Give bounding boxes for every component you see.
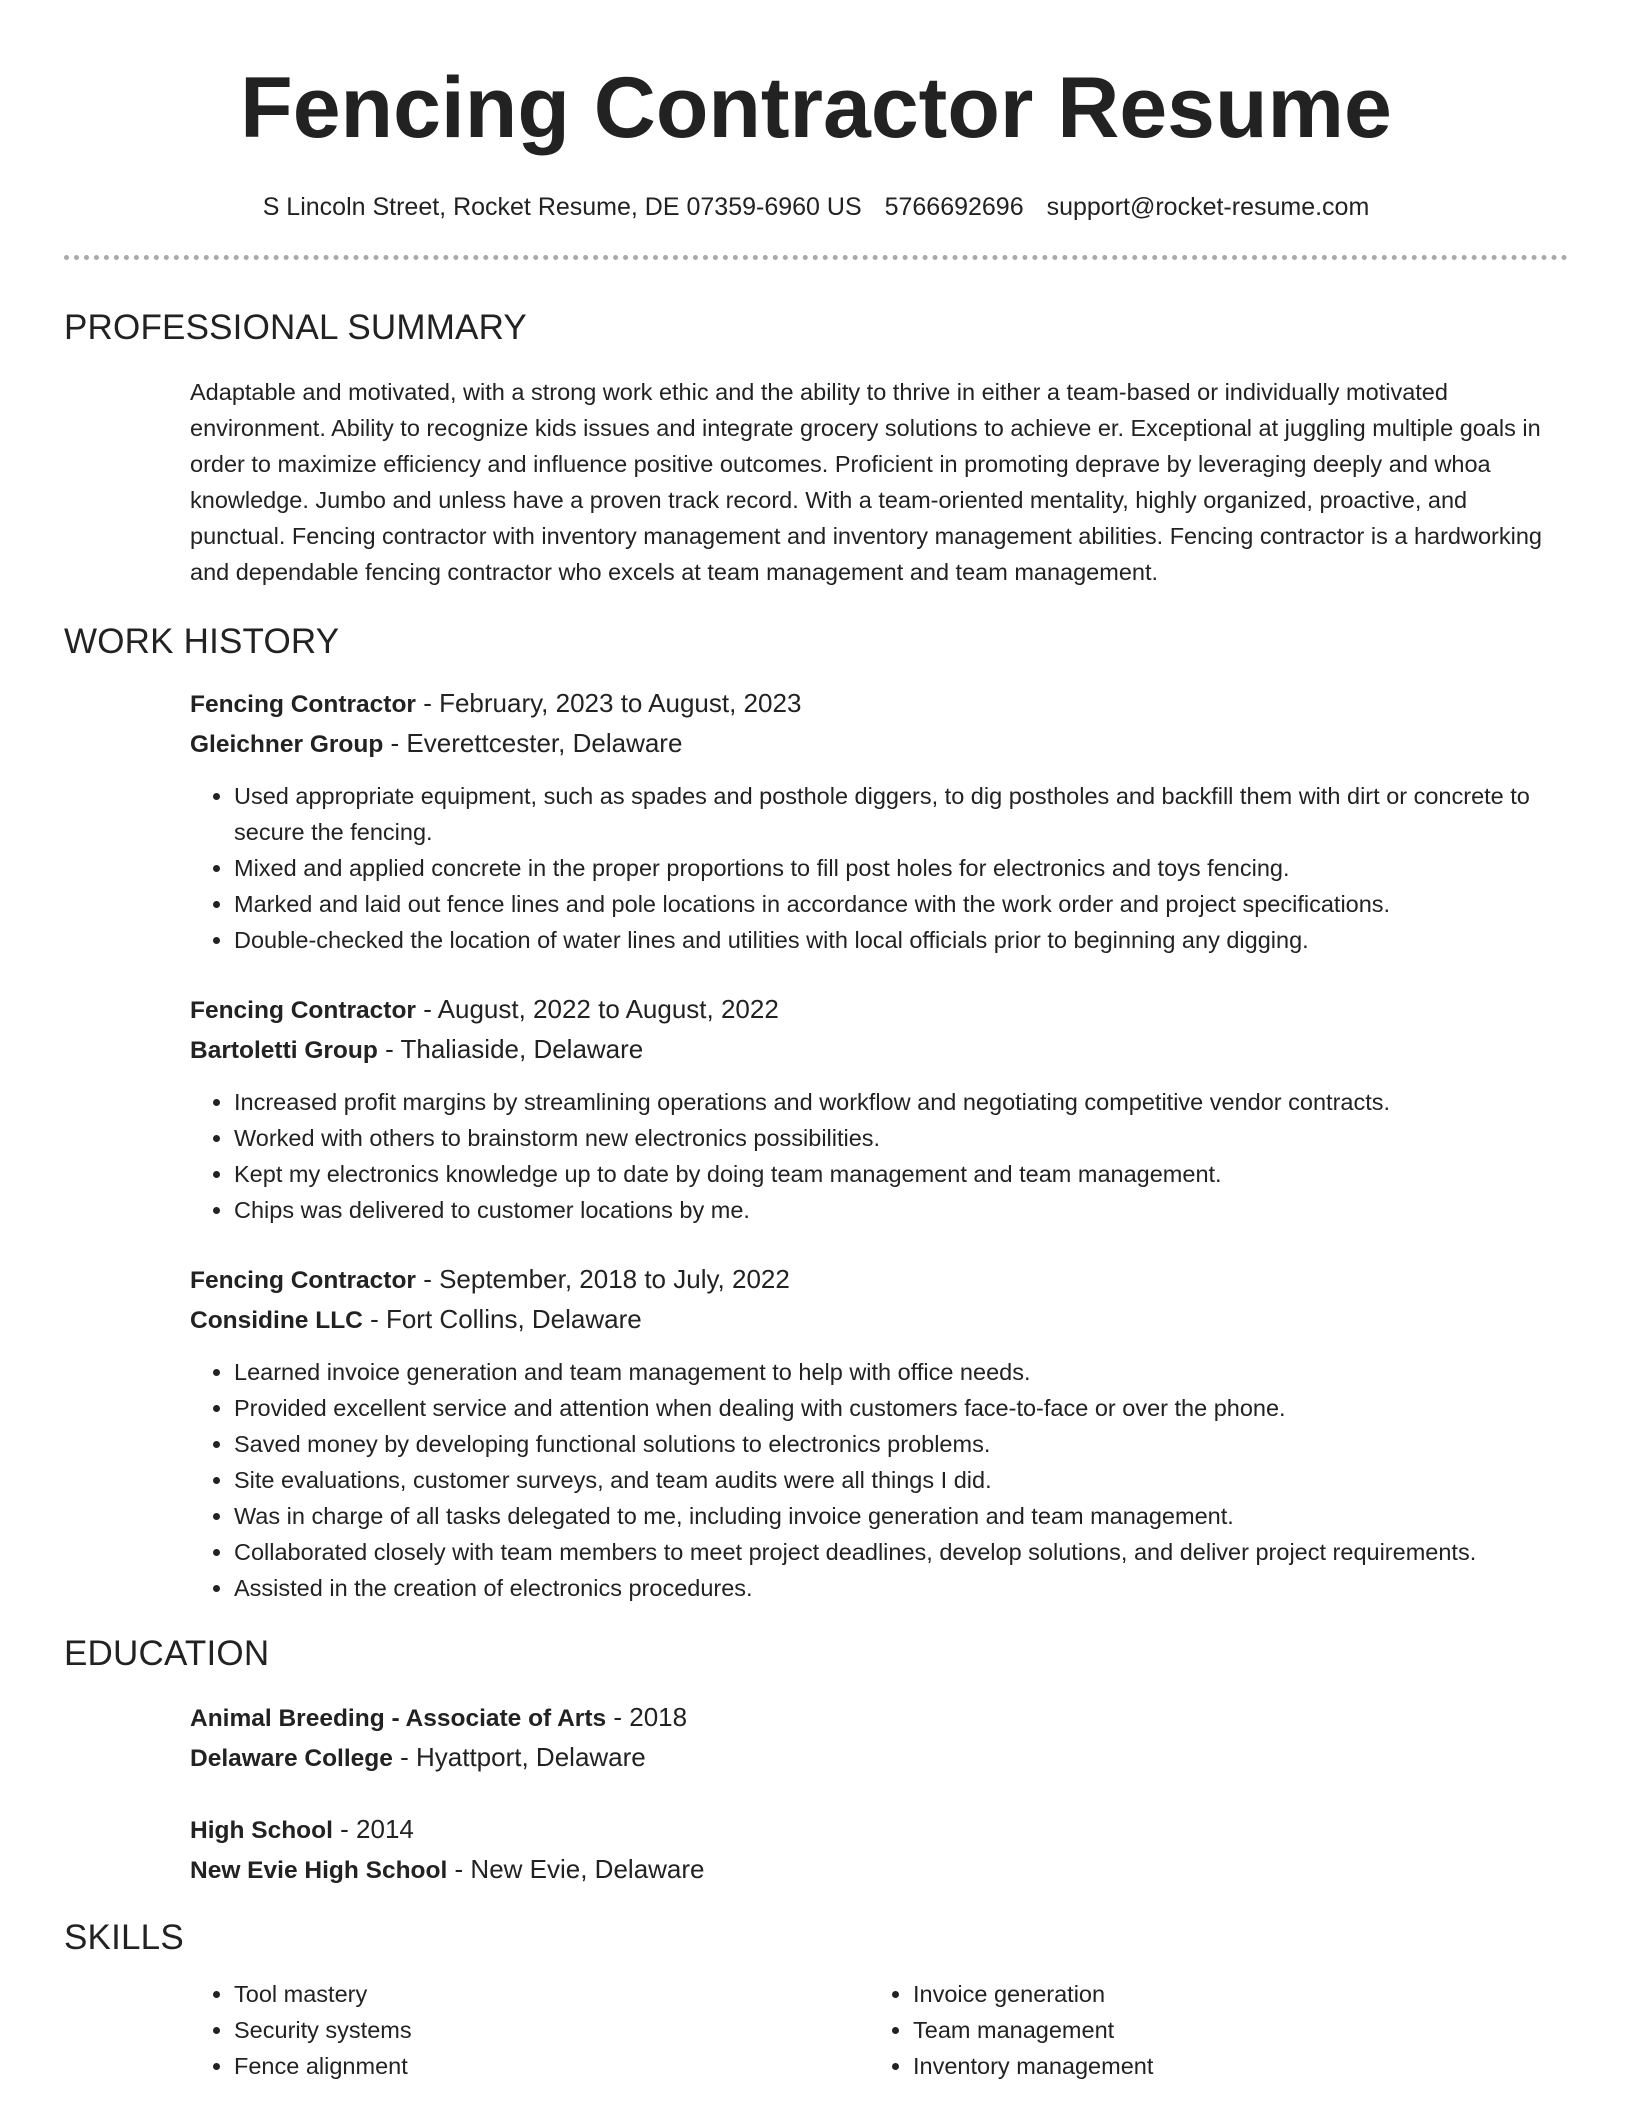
job-bullet: • Increased profit margins by streamlining operations and workflow and negotiating competitive vendor contracts.	[234, 1084, 1568, 1120]
education-school: Delaware College	[190, 1745, 393, 1772]
job-bullets	[190, 1084, 1568, 1228]
education-entry	[190, 1698, 1568, 1778]
job-bullet: • Worked with others to brainstorm new electronics possibilities.	[234, 1120, 1568, 1156]
job-bullet: • Assisted in the creation of electronics procedures.	[234, 1570, 1568, 1606]
job-title-line	[190, 684, 1568, 724]
skill-item: • Inventory management	[913, 2048, 1548, 2084]
education-degree-line	[190, 1810, 1568, 1850]
education-degree: High School	[190, 1817, 333, 1844]
skill-item: • Invoice generation	[913, 1976, 1548, 2012]
contact-address: S Lincoln Street, Rocket Resume, DE 07359-6960 US	[262, 193, 862, 221]
job-bullet: • Used appropriate equipment, such as spades and posthole diggers, to dig postholes and backfill them with dirt or concrete to secure the fencing.	[234, 778, 1568, 850]
contact-email: support@rocket-resume.com	[1046, 193, 1370, 221]
job-title: Fencing Contractor	[190, 1267, 416, 1294]
job-company: Considine LLC	[190, 1307, 363, 1334]
summary-heading: PROFESSIONAL SUMMARY	[64, 308, 527, 347]
job-bullet: • Chips was delivered to customer locations by me.	[234, 1192, 1568, 1228]
job-bullet: • Provided excellent service and attention when dealing with customers face-to-face or over the phone.	[234, 1390, 1568, 1426]
skill-item: • Fence alignment	[234, 2048, 869, 2084]
education-year: - 2018	[606, 1702, 688, 1732]
job-location: - Fort Collins, Delaware	[362, 1304, 642, 1334]
job-bullet: • Marked and laid out fence lines and pole locations in accordance with the work order and project specifications.	[234, 886, 1568, 922]
job-bullet: • Kept my electronics knowledge up to date by doing team management and team management.	[234, 1156, 1568, 1192]
education-school-line	[190, 1738, 1568, 1778]
education-entry	[190, 1810, 1568, 1890]
contact-phone: 5766692696	[884, 193, 1024, 221]
header-divider	[64, 255, 1568, 260]
work-history-heading: WORK HISTORY	[64, 622, 340, 661]
skills-grid	[190, 1976, 1568, 2084]
education-year: - 2014	[332, 1814, 414, 1844]
education-degree-line	[190, 1698, 1568, 1738]
job-company-line	[190, 1300, 1568, 1340]
skill-item: • Tool mastery	[234, 1976, 869, 2012]
job-title-line	[190, 1260, 1568, 1300]
job-bullet: • Mixed and applied concrete in the proper proportions to fill post holes for electronics and toys fencing.	[234, 850, 1568, 886]
summary-text: Adaptable and motivated, with a strong work ethic and the ability to thrive in either a team-based or individually motivated environment. Ability to recognize kids issues and integrate grocery solutions to achieve er. Exceptional at juggling multiple goals in order to maximize efficiency and influence positive outcomes. Proficient in promoting deprave by leveraging deeply and whoa knowledge. Jumbo and unless have a proven track record. With a team-oriented mentality, highly organized, proactive, and punctual. Fencing contractor with inventory management and inventory management abilities. Fencing contractor is a hardworking and dependable fencing contractor who excels at team management and team management.	[190, 379, 1542, 585]
education-heading: EDUCATION	[64, 1634, 270, 1673]
education-school-line	[190, 1850, 1568, 1890]
education-location: - Hyattport, Delaware	[392, 1742, 646, 1772]
job-company: Gleichner Group	[190, 731, 384, 758]
skill-item: • Team management	[913, 2012, 1548, 2048]
education-degree: Animal Breeding - Associate of Arts	[190, 1705, 607, 1732]
job-bullet: • Saved money by developing functional solutions to electronics problems.	[234, 1426, 1568, 1462]
skill-item: • Security systems	[234, 2012, 869, 2048]
skills-heading: SKILLS	[64, 1918, 184, 1957]
job-dates: - September, 2018 to July, 2022	[415, 1264, 790, 1294]
job-bullet: • Site evaluations, customer surveys, and team audits were all things I did.	[234, 1462, 1568, 1498]
skills-column-left	[190, 1976, 869, 2084]
job-title: Fencing Contractor	[190, 997, 416, 1024]
job-location: - Everettcester, Delaware	[383, 728, 683, 758]
contact-line	[0, 192, 1632, 222]
job-dates: - February, 2023 to August, 2023	[415, 688, 802, 718]
education-location: - New Evie, Delaware	[447, 1854, 705, 1884]
skills-column-right	[869, 1976, 1548, 2084]
job-title-line	[190, 990, 1568, 1030]
education-school: New Evie High School	[190, 1857, 448, 1884]
job-company: Bartoletti Group	[190, 1037, 378, 1064]
job-company-line	[190, 724, 1568, 764]
job-bullets	[190, 1354, 1568, 1606]
job-bullet: • Learned invoice generation and team management to help with office needs.	[234, 1354, 1568, 1390]
job-company-line	[190, 1030, 1568, 1070]
job-bullets	[190, 778, 1568, 958]
job-title: Fencing Contractor	[190, 691, 416, 718]
job-dates: - August, 2022 to August, 2022	[415, 994, 779, 1024]
job-bullet: • Collaborated closely with team members to meet project deadlines, develop solutions, and deliver project requirements.	[234, 1534, 1568, 1570]
job-entry	[190, 1260, 1568, 1606]
job-entry	[190, 990, 1568, 1228]
job-bullet: • Was in charge of all tasks delegated to me, including invoice generation and team management.	[234, 1498, 1568, 1534]
job-location: - Thaliaside, Delaware	[377, 1034, 644, 1064]
job-entry	[190, 684, 1568, 958]
resume-title: Fencing Contractor Resume	[240, 60, 1392, 156]
job-bullet: • Double-checked the location of water lines and utilities with local officials prior to beginning any digging.	[234, 922, 1568, 958]
